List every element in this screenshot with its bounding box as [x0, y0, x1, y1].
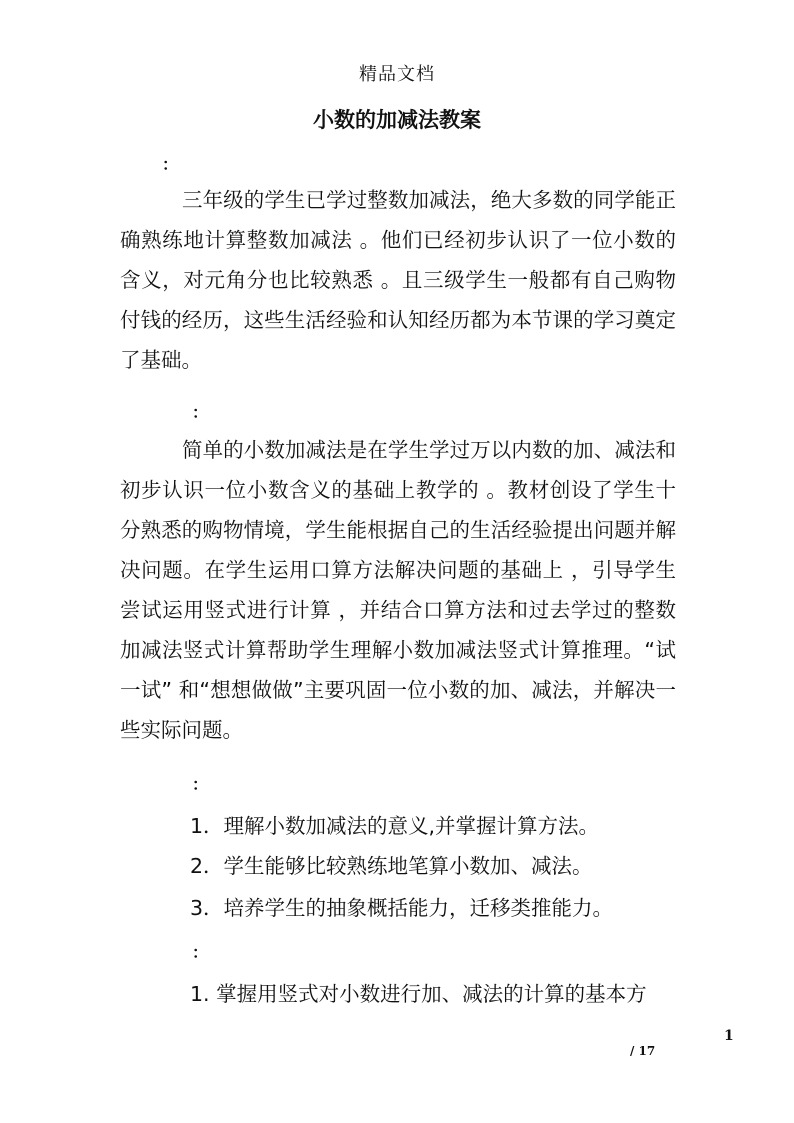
- section-1-paragraph: 三年级的学生已学过整数加减法，绝大多数的同学能正确熟练地计算整数加减法 。他们已经初步认识了一位小数的含义，对元角分也比较熟悉 。且三级学生一般都有自己购物付钱的经历，这些生活经验和认知经历都为本节课的学习奠定了基础。: [120, 188, 676, 372]
- page-number: 1: [724, 1028, 734, 1044]
- objective-item-2: 2．学生能够比较熟练地笔算小数加、减法。: [190, 854, 593, 878]
- section-1-marker: ：: [162, 155, 179, 174]
- page-header: 精品文档: [359, 64, 435, 85]
- objective-item-1: 1．理解小数加减法的意义,并掌握计算方法。: [190, 814, 600, 838]
- document-title: 小数的加减法教案: [313, 107, 481, 132]
- page-total: / 17: [630, 1044, 656, 1058]
- section-4-marker: ：: [192, 943, 209, 962]
- key-point-item-1: 1. 掌握用竖式对小数进行加、减法的计算的基本方: [190, 982, 647, 1006]
- section-2-paragraph: 简单的小数加减法是在学生学过万以内数的加、减法和初步认识一位小数含义的基础上教学的 。教材创设了学生十分熟悉的购物情境，学生能根据自己的生活经验提出问题并解决问题。在学生运用口算方法解决问题的基础上 ，引导学生尝试运用竖式进行计算 ，并结合口算方法和过去学过的整数加减法竖式计算帮助学生理解小数加减法竖式计算推理。“试一试” 和“想想做做”主要巩固一位小数的加、减法，并解决一些实际问题。: [120, 438, 676, 742]
- section-2-marker: ：: [192, 403, 209, 422]
- section-3-marker: ：: [192, 775, 209, 794]
- objective-item-3: 3．培养学生的抽象概括能力，迁移类推能力。: [190, 896, 614, 920]
